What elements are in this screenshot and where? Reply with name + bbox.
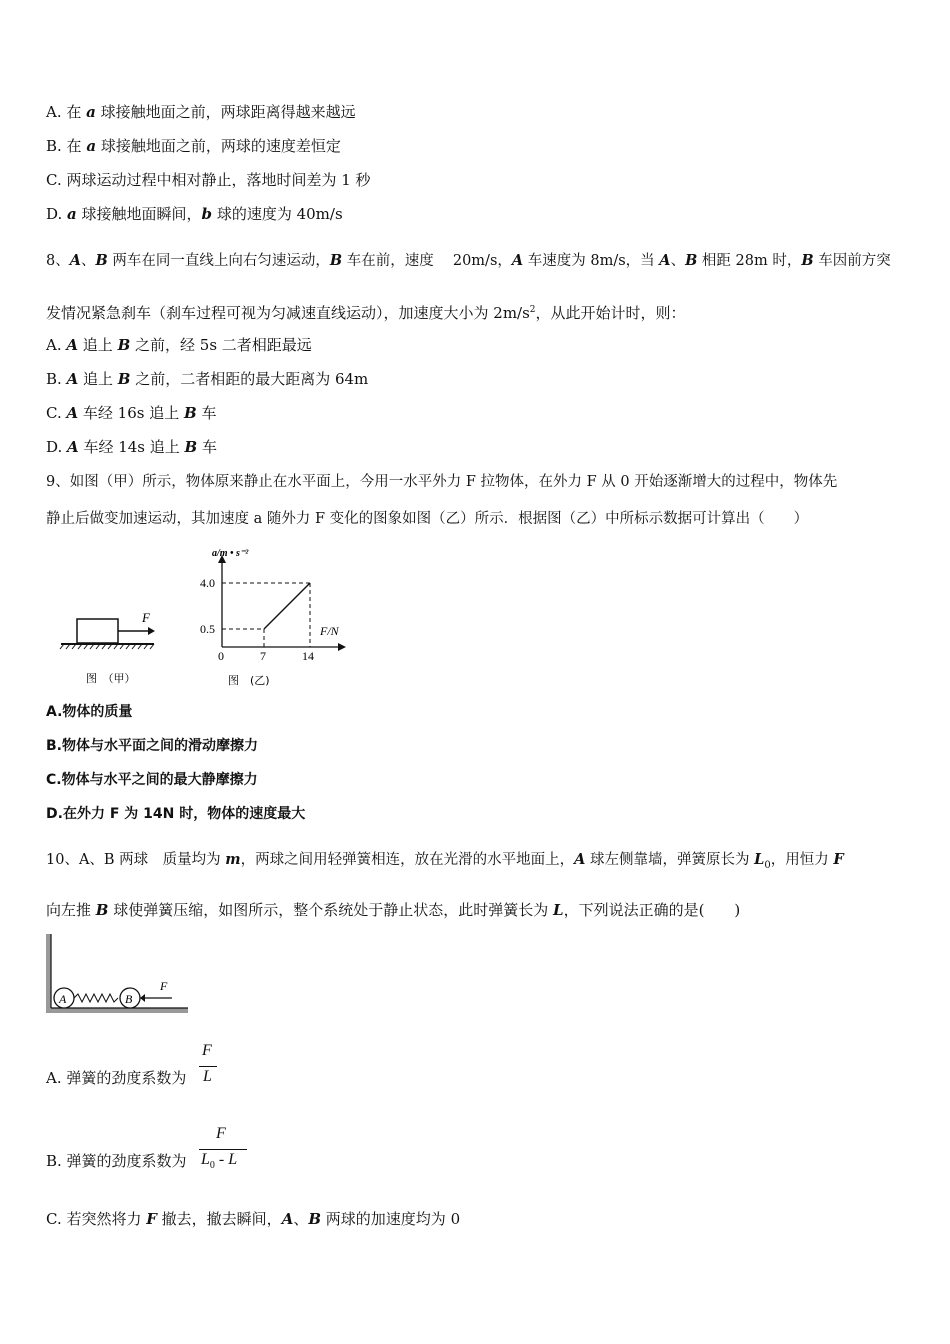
q10-option-b-numerator: F — [216, 1125, 226, 1142]
x-axis-label: F/N — [320, 624, 339, 638]
floor — [46, 1008, 188, 1013]
q8-option-a: A. A 追上 B 之前，经 5s 二者相距最远 — [46, 336, 312, 354]
figure-spring-balls — [44, 932, 190, 1018]
graph-line — [264, 583, 310, 629]
spring — [74, 994, 118, 1002]
q10-option-a-denominator: L — [203, 1068, 212, 1085]
q10-option-c: C. 若突然将力 F 撤去，撤去瞬间，A、B 两球的加速度均为 0 — [46, 1210, 461, 1228]
figure-jia-caption: 图 （甲） — [86, 672, 136, 685]
q10-stem-line-2: 向左推 B 球使弹簧压缩，如图所示，整个系统处于静止状态，此时弹簧长为 L，下列说法正确的是( ) — [46, 901, 741, 919]
q10-option-b: B. 弹簧的劲度系数为 — [46, 1152, 187, 1170]
origin-label: 0 — [218, 649, 224, 663]
q9-option-d: D.在外力 F 为 14N 时，物体的速度最大 — [46, 806, 306, 822]
y-tick-low: 0.5 — [200, 622, 215, 636]
q10-option-b-fraction-bar — [199, 1149, 247, 1150]
q8-stem-line-2: 发情况紧急刹车（刹车过程可视为匀减速直线运动），加速度大小为 $2m/s^2$，从此开始计时，则： — [46, 304, 686, 322]
q9-option-a: A.物体的质量 — [46, 704, 133, 720]
q8-option-d: D. A 车经 14s 追上 B 车 — [46, 438, 217, 456]
q10-option-a: A. 弹簧的劲度系数为 — [46, 1069, 187, 1087]
q8-option-c: C. A 车经 16s 追上 B 车 — [46, 404, 217, 422]
x-tick-1: 7 — [260, 649, 266, 663]
q7-option-d: D. a 球接触地面瞬间，b 球的速度为 40m/s — [46, 205, 343, 223]
q10-option-b-denominator: $L_0$ - L — [201, 1151, 238, 1172]
y-axis-label: a/m • s⁻² — [212, 548, 249, 559]
q10-option-a-numerator: F — [202, 1042, 212, 1059]
q9-stem-line-2: 静止后做变加速运动，其加速度 a 随外力 F 变化的图象如图（乙）所示．根据图（乙）中所标示数据可计算出（ ） — [46, 511, 809, 527]
figure-jia — [56, 598, 166, 688]
y-tick-high: 4.0 — [200, 576, 215, 590]
figure-yi-graph — [198, 543, 358, 691]
q9-option-b: B.物体与水平面之间的滑动摩擦力 — [46, 738, 258, 754]
force-label: F — [160, 979, 168, 993]
q7-option-b: B. 在 a 球接触地面之前，两球的速度差恒定 — [46, 137, 341, 155]
force-label: F — [142, 610, 150, 625]
x-tick-2: 14 — [302, 649, 314, 663]
q7-option-c: C. 两球运动过程中相对静止，落地时间差为 1 秒 — [46, 171, 371, 189]
q8-stem-line-1: 8、A、B 两车在同一直线上向右匀速运动，B 车在前，速度 20m/s，A 车速度为 8m/s，当 A、B 相距 28m 时，B 车因前方突 — [46, 252, 891, 269]
q9-option-c: C.物体与水平之间的最大静摩擦力 — [46, 772, 258, 788]
q10-option-a-fraction-bar — [199, 1066, 217, 1067]
q8-option-b: B. A 追上 B 之前，二者相距的最大距离为 64m — [46, 370, 369, 388]
figure-yi-caption: 图 (乙) — [228, 674, 270, 687]
ball-b-label: B — [125, 992, 133, 1006]
q7-option-a: A. 在 a 球接触地面之前，两球距离得越来越远 — [46, 103, 356, 121]
wall — [46, 934, 51, 1012]
q10-stem-line-1: 10、A、B 两球 质量均为 m，两球之间用轻弹簧相连，放在光滑的水平地面上，A 球左侧靠墙，弹簧原长为 $L_0$，用恒力 F — [46, 851, 844, 871]
ball-a-label: A — [59, 992, 67, 1006]
block — [77, 619, 118, 643]
q9-stem-line-1: 9、如图（甲）所示，物体原来静止在水平面上，今用一水平外力 F 拉物体，在外力 F 从 0 开始逐渐增大的过程中，物体先 — [46, 474, 838, 490]
